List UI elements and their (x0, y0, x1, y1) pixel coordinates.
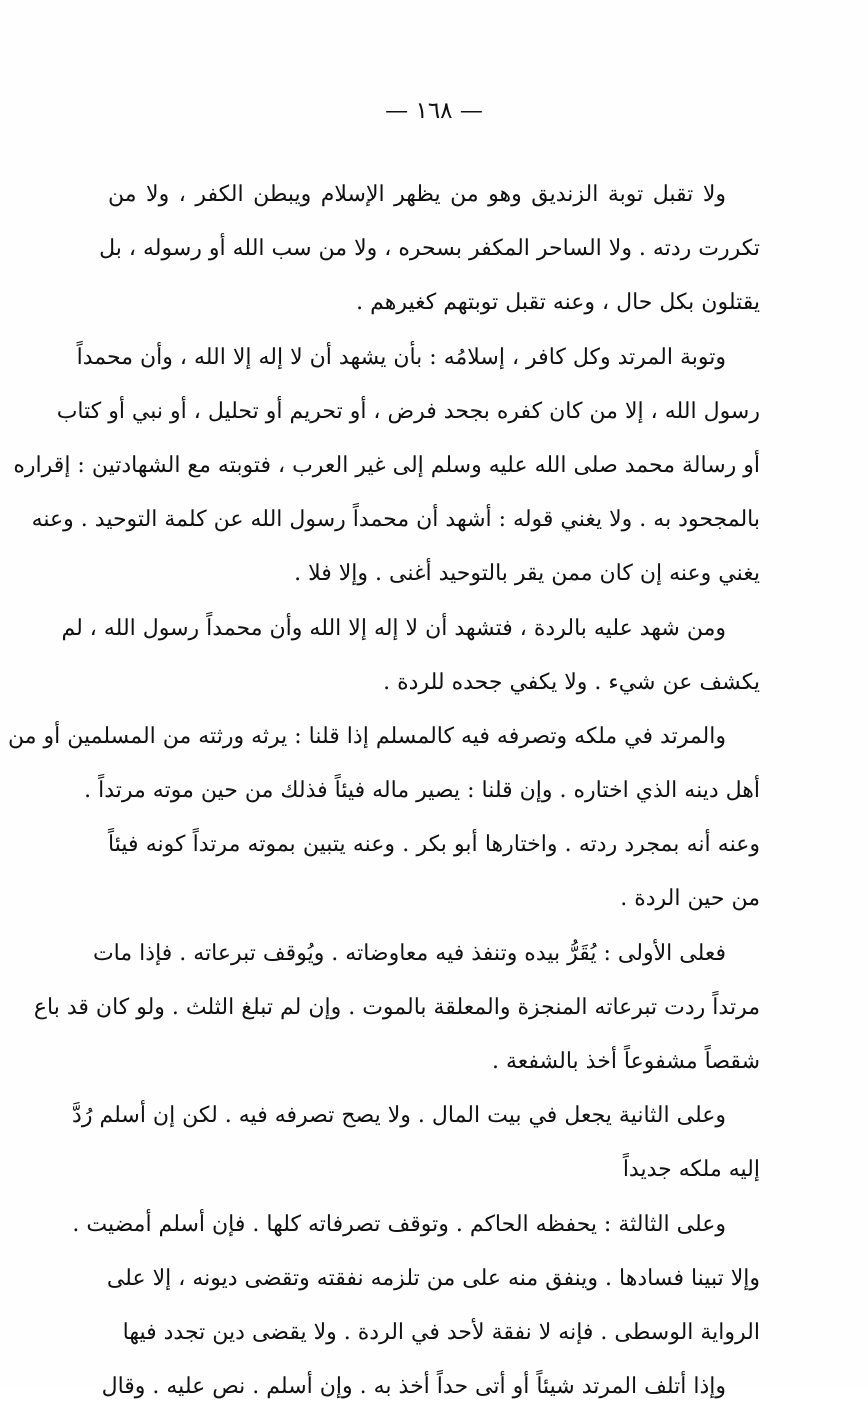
text-line: الرواية الوسطى . فإنه لا نفقة لأحد في الردة . ولا يقضى دين تجدد فيها (122, 1319, 760, 1345)
text-line: يقتلون بكل حال ، وعنه تقبل توبتهم كغيرهم . (356, 290, 760, 316)
text-line: فعلى الأولى : يُقَرُّ بيده وتنفذ فيه معاوضاته . ويُوقف تبرعاته . فإذا مات (92, 940, 726, 966)
text-line: وعنه أنه بمجرد ردته . واختارها أبو بكر . وعنه يتبين بموته مرتداً كونه فيئاً (108, 832, 760, 858)
text-line: ومن شهد عليه بالردة ، فتشهد أن لا إله إلا الله وأن محمداً رسول الله ، لم (61, 615, 726, 641)
text-line: والمرتد في ملكه وتصرفه فيه كالمسلم إذا قلنا : يرثه ورثته من المسلمين أو من (7, 723, 726, 749)
text-line: وتوبة المرتد وكل كافر ، إسلامُه : بأن يشهد أن لا إله إلا الله ، وأن محمداً (76, 344, 726, 370)
text-line: وعلى الثالثة : يحفظه الحاكم . وتوقف تصرفاته كلها . فإن أسلم أمضيت . (72, 1211, 726, 1237)
text-line: يغني وعنه إن كان ممن يقر بالتوحيد أغنى . وإلا فلا . (294, 561, 760, 587)
text-line: رسول الله ، إلا من كان كفره بجحد فرض ، أو تحريم أو تحليل ، أو نبي أو كتاب (56, 398, 760, 424)
body-text (7, 168, 760, 1414)
text-line: وعلى الثانية يجعل في بيت المال . ولا يصح تصرفه فيه . لكن إن أسلم رُدَّ (72, 1103, 726, 1129)
text-line: أو رسالة محمد صلى الله عليه وسلم إلى غير العرب ، فتوبته مع الشهادتين : إقراره (13, 452, 760, 478)
text-line: إليه ملكه جديداً (622, 1157, 760, 1183)
text-line: شقصاً مشفوعاً أخذ بالشفعة . (492, 1049, 760, 1074)
text-line: وإلا تبينا فسادها . وينفق منه على من تلزمه نفقته وتقضى ديونه ، إلا على (106, 1265, 760, 1291)
text-line: يكشف عن شيء . ولا يكفي جحده للردة . (383, 669, 760, 695)
text-line: وإذا أتلف المرتد شيئاً أو أتى حداً أخذ به . وإن أسلم . نص عليه . وقال (101, 1374, 726, 1400)
text-line: من حين الردة . (620, 886, 760, 912)
text-line: تكررت ردته . ولا الساحر المكفر بسحره ، ولا من سب الله أو رسوله ، بل (99, 236, 760, 262)
text-line: مرتداً ردت تبرعاته المنجزة والمعلقة بالموت . وإن لم تبلغ الثلث . ولو كان قد باع (33, 994, 760, 1020)
text-line: بالمجحود به . ولا يغني قوله : أشهد أن محمداً رسول الله عن كلمة التوحيد . وعنه (31, 507, 760, 533)
text-line: أهل دينه الذي اختاره . وإن قلنا : يصير ماله فيئاً فذلك من حين موته مرتداً . (84, 778, 760, 804)
text-line: ولا تقبل توبة الزنديق وهو من يظهر الإسلام ويبطن الكفر ، ولا من (108, 182, 726, 207)
page-number: — ١٦٨ — (385, 98, 483, 124)
